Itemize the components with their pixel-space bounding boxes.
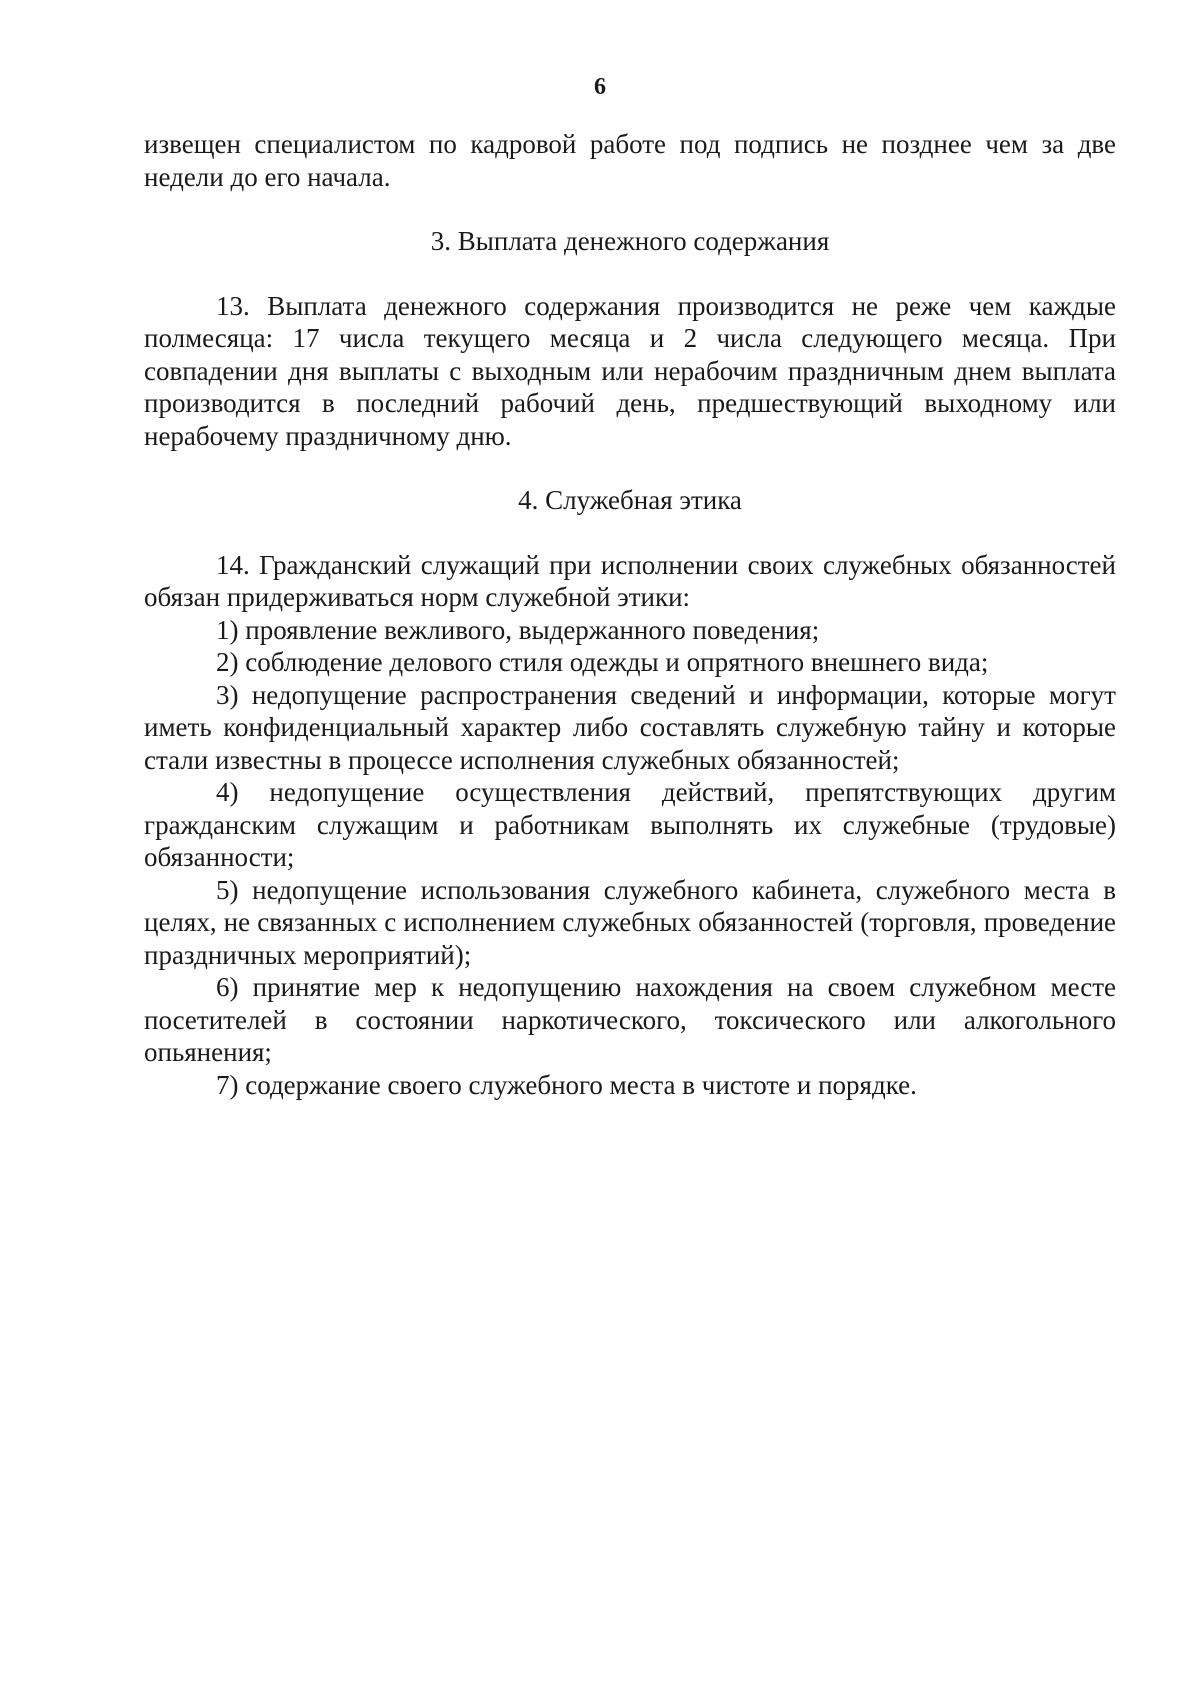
page-number: 6 — [594, 74, 606, 100]
list-item: 2) соблюдение делового стиля одежды и опрятного внешнего вида; — [216, 647, 989, 677]
list-item: 5) недопущение использования служебного кабинета, служебного места в целях, не связанных с исполнением служебных обязанностей (торговля, проведение праздничных мероприятий); — [144, 874, 1116, 970]
list-item: 6) принятие мер к недопущению нахождения на своем служебном месте посетителей в состоянии наркотического, токсического или алкогольного опьянения; — [144, 972, 1116, 1067]
list-item: 3) недопущение распространения сведений и информации, которые могут иметь конфиденциальный характер либо составлять служебную тайну и которые стали известны в процессе исполнения служебных обязанностей; — [144, 679, 1116, 775]
paragraph-14: 14. Гражданский служащий при исполнении своих служебных обязанностей обязан придерживаться норм служебной этики: — [144, 549, 1116, 612]
document-body — [144, 128, 1116, 1101]
list-item: 7) содержание своего служебного места в чистоте и порядке. — [216, 1069, 917, 1100]
section-4-title: 4. Служебная этика — [518, 485, 742, 515]
list-item: 1) проявление вежливого, выдержанного поведения; — [216, 614, 820, 645]
list-item: 4) недопущение осуществления действий, препятствующих другим гражданским служащим и работникам выполнять их служебные (трудовые) обязанности; — [144, 777, 1116, 872]
paragraph-13: 13. Выплата денежного содержания производится не реже чем каждые полмесяца: 17 числа текущего месяца и 2 числа следующего месяца. При совпадении дня выплаты с выходным или нерабочим праздничным днем выплата производится в последний рабочий день, предшествующий выходному или нерабочему праздничному дню. — [144, 290, 1116, 451]
section-3-title: 3. Выплата денежного содержания — [430, 226, 830, 256]
continuation-paragraph: извещен специалистом по кадровой работе под подпись не позднее чем за две недели до его начала. — [144, 129, 1116, 192]
